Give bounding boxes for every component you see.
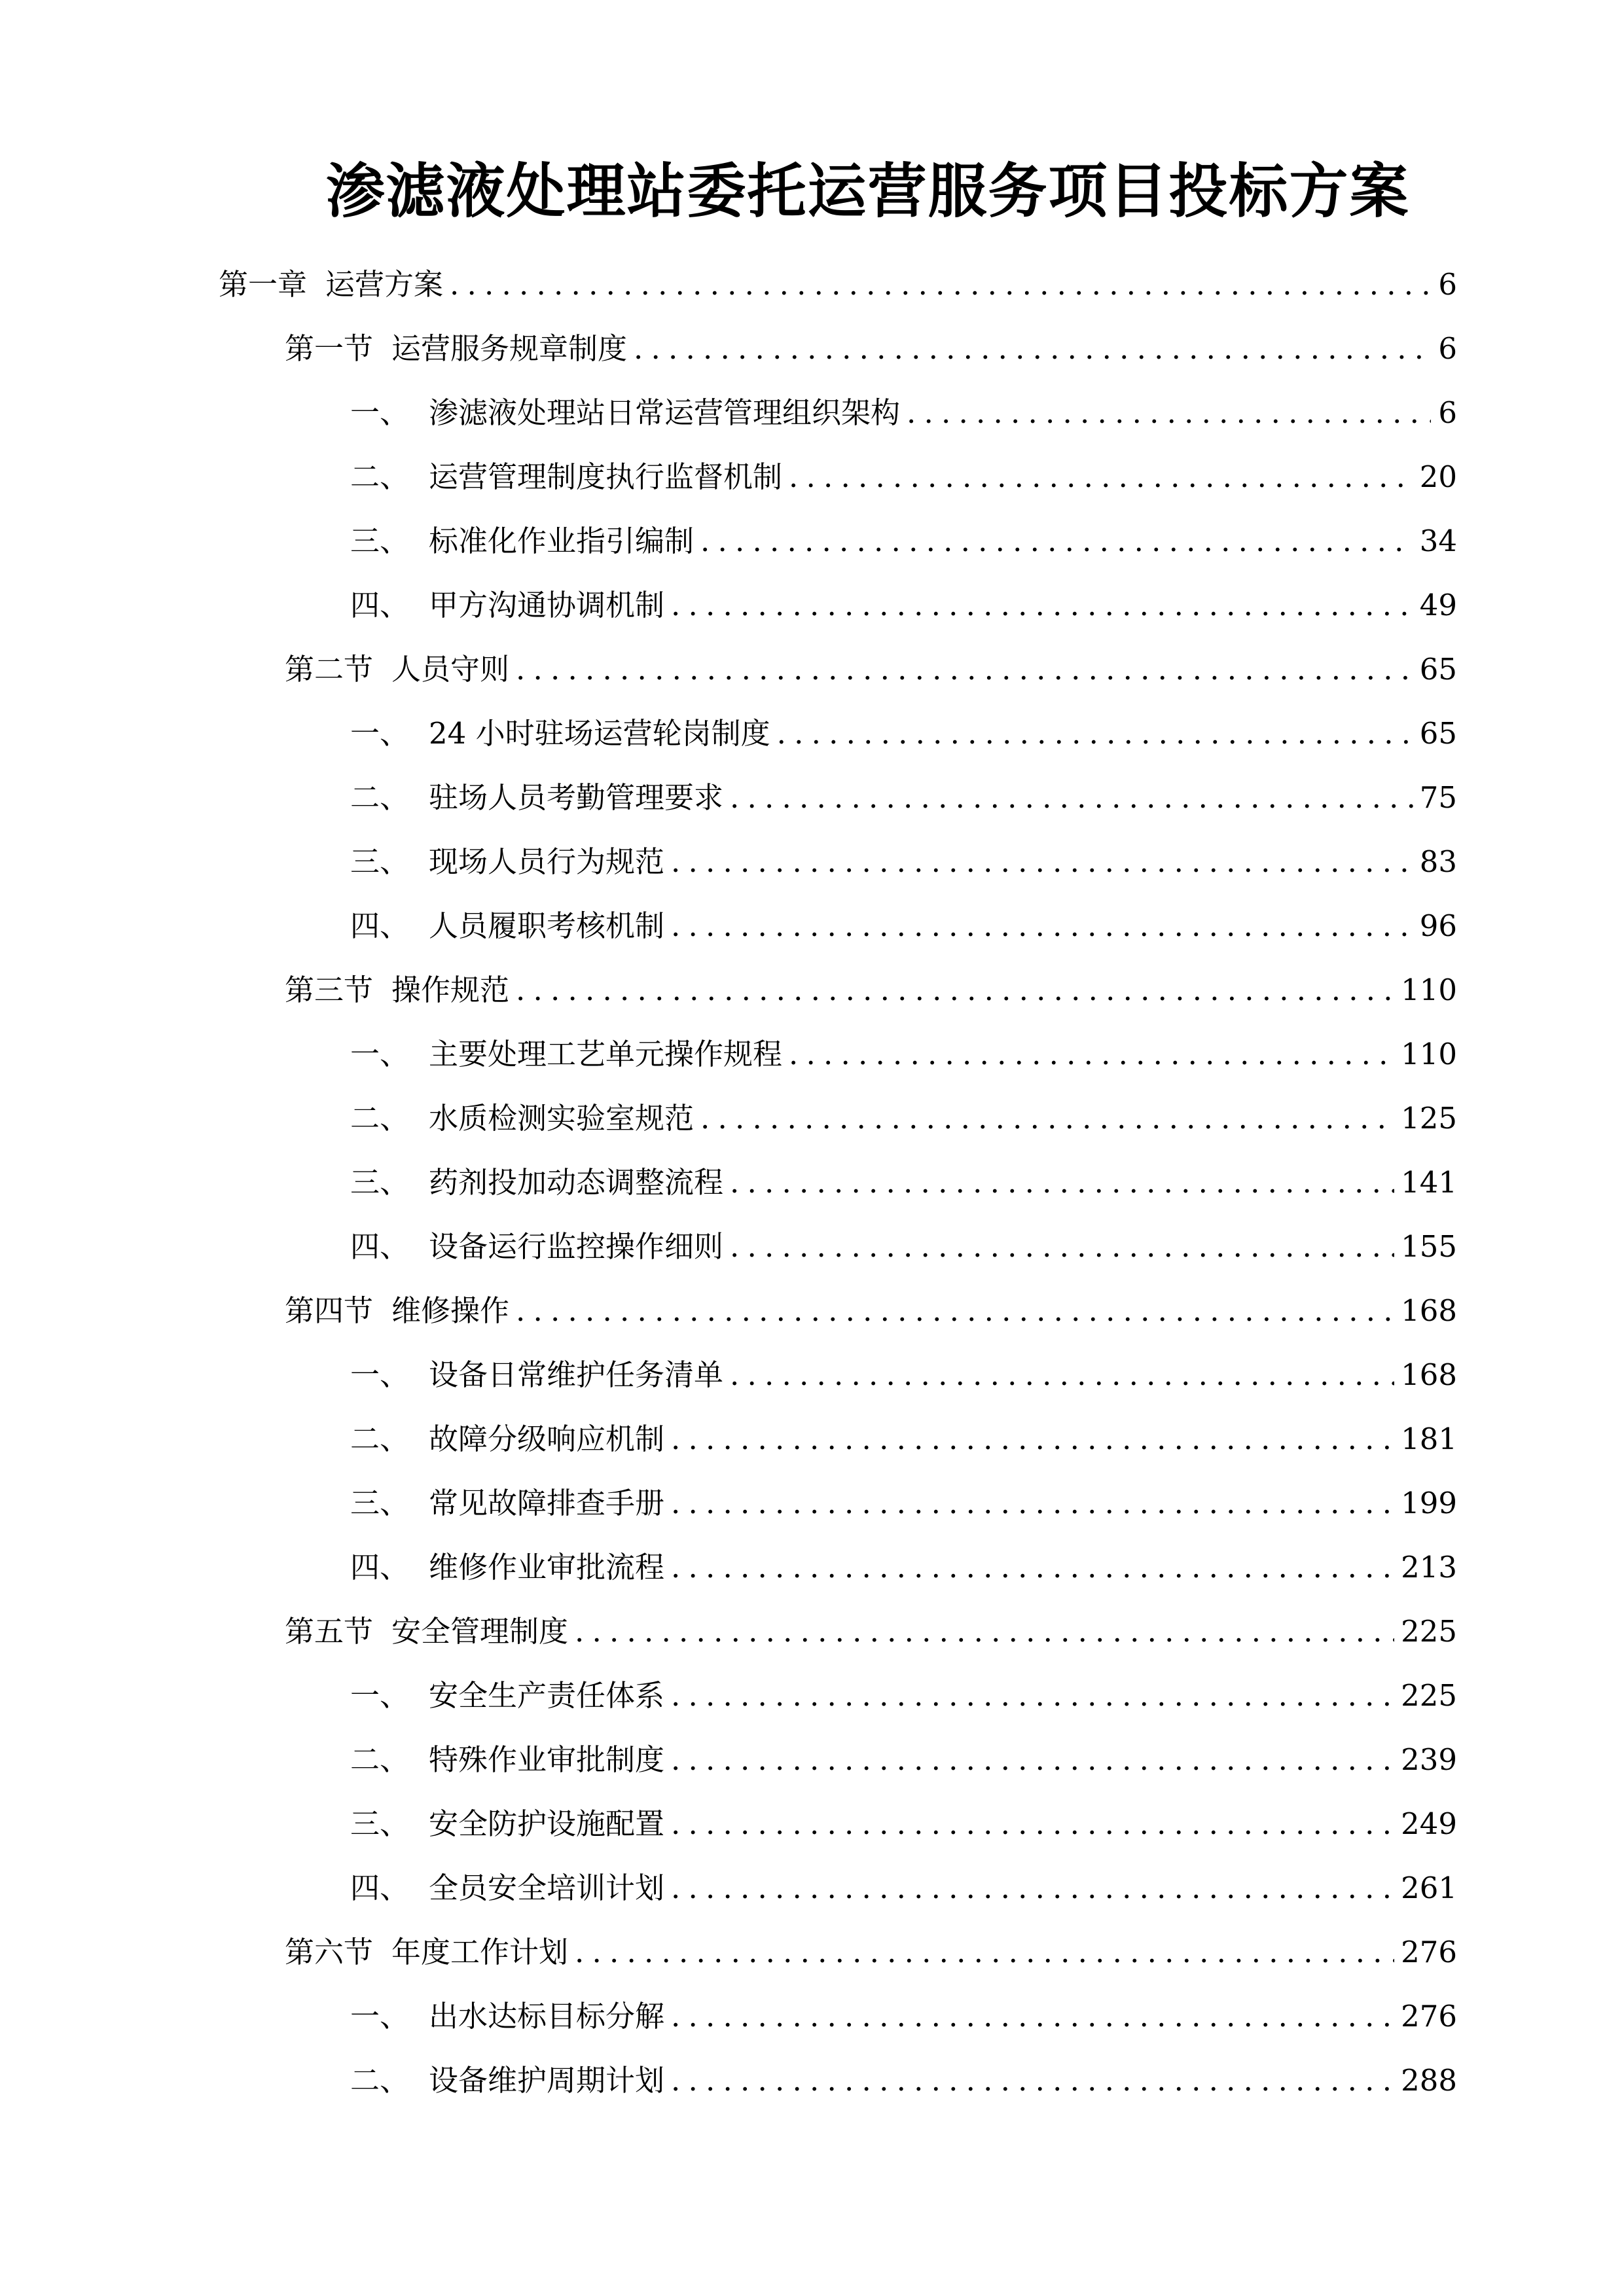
toc-entry-title: 24 小时驻场运营轮岗制度 (429, 716, 770, 751)
toc-dot-leader (730, 1160, 1394, 1206)
toc-entry-section[interactable] (285, 1929, 1457, 1975)
toc-entry-item[interactable] (350, 1224, 1457, 1270)
toc-entry-page: 125 (1401, 1101, 1457, 1136)
toc-dot-leader (700, 518, 1413, 564)
toc-entry-number: 二、 (350, 1422, 410, 1456)
toc-entry-item[interactable] (350, 583, 1457, 628)
toc-entry-page: 288 (1401, 2063, 1457, 2098)
toc-entry-number: 一、 (350, 395, 410, 430)
toc-dot-leader (516, 647, 1413, 692)
toc-entry-title: 药剂投加动态调整流程 (429, 1165, 724, 1200)
toc-entry-number: 四、 (350, 1871, 410, 1905)
toc-entry-title: 运营管理制度执行监督机制 (429, 459, 783, 494)
toc-entry-page: 168 (1401, 1357, 1457, 1392)
toc-entry-page: 96 (1419, 908, 1457, 943)
toc-entry-number: 三、 (350, 1806, 410, 1841)
toc-entry-title: 水质检测实验室规范 (429, 1101, 695, 1136)
toc-entry-item[interactable] (350, 839, 1457, 885)
toc-entry-page: 213 (1401, 1550, 1457, 1585)
toc-entry-page: 168 (1401, 1293, 1457, 1328)
toc-entry-section[interactable] (285, 1609, 1457, 1655)
toc-entry-section[interactable] (285, 967, 1457, 1013)
toc-entry-title: 设备维护周期计划 (429, 2063, 665, 2098)
toc-entry-number: 二、 (350, 780, 410, 815)
toc-entry-page: 249 (1401, 1806, 1457, 1841)
toc-dot-leader (671, 903, 1413, 949)
toc-entry-page: 239 (1401, 1742, 1457, 1777)
toc-entry-title: 现场人员行为规范 (429, 844, 665, 879)
toc-entry-number: 第五节 (285, 1614, 374, 1649)
toc-dot-leader (516, 1288, 1394, 1334)
toc-dot-leader (671, 839, 1413, 885)
toc-entry-title: 人员履职考核机制 (429, 908, 665, 943)
toc-dot-leader (634, 326, 1431, 372)
toc-entry-title: 全员安全培训计划 (429, 1871, 665, 1905)
toc-entry-title: 甲方沟通协调机制 (429, 588, 665, 622)
toc-entry-item[interactable] (350, 1160, 1457, 1206)
toc-dot-leader (671, 1673, 1394, 1719)
toc-entry-title: 设备日常维护任务清单 (429, 1357, 724, 1392)
toc-entry-title: 运营方案 (325, 267, 444, 302)
toc-entry-number: 一、 (350, 1999, 410, 2034)
toc-entry-title: 人员守则 (391, 652, 510, 687)
toc-entry-item[interactable] (350, 1994, 1457, 2039)
toc-entry-title: 驻场人员考勤管理要求 (429, 780, 724, 815)
toc-entry-item[interactable] (350, 1031, 1457, 1077)
toc-entry-number: 第一节 (285, 331, 374, 366)
toc-entry-title: 故障分级响应机制 (429, 1422, 665, 1456)
toc-entry-item[interactable] (350, 1480, 1457, 1526)
toc-entry-number: 一、 (350, 1678, 410, 1713)
toc-entry-page: 261 (1401, 1871, 1457, 1905)
toc-entry-page: 20 (1419, 459, 1457, 494)
toc-entry-title: 维修作业审批流程 (429, 1550, 665, 1585)
toc-dot-leader (671, 583, 1413, 628)
toc-entry-number: 第二节 (285, 652, 374, 687)
toc-entry-number: 四、 (350, 1229, 410, 1264)
toc-dot-leader (700, 1096, 1394, 1141)
toc-entry-title: 渗滤液处理站日常运营管理组织架构 (429, 395, 901, 430)
toc-entry-number: 第一章 (219, 267, 308, 302)
toc-entry-section[interactable] (285, 1288, 1457, 1334)
toc-entry-page: 34 (1419, 524, 1457, 558)
toc-entry-title: 特殊作业审批制度 (429, 1742, 665, 1777)
toc-entry-page: 6 (1438, 331, 1457, 366)
toc-entry-number: 四、 (350, 1550, 410, 1585)
toc-entry-number: 二、 (350, 1742, 410, 1777)
toc-entry-item[interactable] (350, 390, 1457, 436)
toc-dot-leader (671, 1865, 1394, 1911)
toc-dot-leader (777, 711, 1413, 757)
toc-entry-page: 6 (1438, 395, 1457, 430)
toc-entry-page: 65 (1419, 716, 1457, 751)
toc-entry-number: 四、 (350, 588, 410, 622)
toc-dot-leader (789, 454, 1413, 500)
toc-dot-leader (671, 1737, 1394, 1783)
toc-dot-leader (575, 1609, 1394, 1655)
toc-dot-leader (730, 775, 1413, 821)
toc-entry-page: 199 (1401, 1486, 1457, 1520)
toc-dot-leader (516, 967, 1394, 1013)
toc-entry-title: 常见故障排查手册 (429, 1486, 665, 1520)
toc-dot-leader (907, 390, 1431, 436)
toc-entry-number: 二、 (350, 2063, 410, 2098)
toc-dot-leader (575, 1929, 1394, 1975)
toc-entry-chapter[interactable] (219, 262, 1457, 308)
toc-entry-item[interactable] (350, 1801, 1457, 1847)
toc-entry-item[interactable] (350, 1416, 1457, 1462)
toc-dot-leader (671, 1416, 1394, 1462)
toc-entry-number: 二、 (350, 1101, 410, 1136)
toc-entry-page: 155 (1401, 1229, 1457, 1264)
toc-entry-page: 49 (1419, 588, 1457, 622)
toc-entry-title: 运营服务规章制度 (391, 331, 628, 366)
toc-dot-leader (730, 1224, 1394, 1270)
toc-entry-page: 225 (1401, 1614, 1457, 1649)
toc-dot-leader (671, 1801, 1394, 1847)
toc-entry-number: 四、 (350, 908, 410, 943)
toc-entry-page: 65 (1419, 652, 1457, 687)
toc-entry-item[interactable] (350, 1673, 1457, 1719)
toc-dot-leader (671, 1480, 1394, 1526)
toc-entry-title: 主要处理工艺单元操作规程 (429, 1037, 783, 1071)
toc-entry-page: 83 (1419, 844, 1457, 879)
toc-entry-page: 110 (1401, 973, 1457, 1007)
toc-entry-item[interactable] (350, 775, 1457, 821)
toc-entry-title: 出水达标目标分解 (429, 1999, 665, 2034)
toc-entry-item[interactable] (350, 903, 1457, 949)
toc-entry-item[interactable] (350, 1865, 1457, 1911)
toc-entry-page: 276 (1401, 1935, 1457, 1969)
toc-entry-title: 操作规范 (391, 973, 510, 1007)
document-title: 渗滤液处理站委托运营服务项目投标方案 (325, 156, 1410, 226)
toc-entry-page: 276 (1401, 1999, 1457, 2034)
toc-entry-number: 第三节 (285, 973, 374, 1007)
toc-entry-number: 一、 (350, 1037, 410, 1071)
toc-entry-page: 6 (1438, 267, 1457, 302)
toc-entry-title: 维修操作 (391, 1293, 510, 1328)
toc-entry-page: 141 (1401, 1165, 1457, 1200)
toc-entry-title: 年度工作计划 (391, 1935, 569, 1969)
toc-entry-page: 110 (1401, 1037, 1457, 1071)
toc-entry-number: 第六节 (285, 1935, 374, 1969)
toc-entry-section[interactable] (285, 647, 1457, 692)
toc-entry-number: 第四节 (285, 1293, 374, 1328)
toc-entry-title: 标准化作业指引编制 (429, 524, 695, 558)
toc-entry-page: 75 (1419, 780, 1457, 815)
toc-entry-section[interactable] (285, 326, 1457, 372)
toc-entry-number: 三、 (350, 844, 410, 879)
toc-entry-item[interactable] (350, 454, 1457, 500)
toc-entry-title: 安全生产责任体系 (429, 1678, 665, 1713)
toc-entry-title: 安全防护设施配置 (429, 1806, 665, 1841)
toc-entry-number: 三、 (350, 1165, 410, 1200)
toc-entry-item[interactable] (350, 1545, 1457, 1590)
toc-dot-leader (730, 1352, 1394, 1398)
toc-entry-title: 安全管理制度 (391, 1614, 569, 1649)
toc-entry-page: 225 (1401, 1678, 1457, 1713)
toc-entry-title: 设备运行监控操作细则 (429, 1229, 724, 1264)
toc-dot-leader (671, 2058, 1394, 2104)
toc-entry-number: 三、 (350, 1486, 410, 1520)
toc-dot-leader (450, 262, 1431, 308)
toc-entry-item[interactable] (350, 1352, 1457, 1398)
toc-dot-leader (671, 1545, 1394, 1590)
toc-entry-item[interactable] (350, 711, 1457, 757)
toc-entry-page: 181 (1401, 1422, 1457, 1456)
toc-entry-number: 三、 (350, 524, 410, 558)
toc-entry-item[interactable] (350, 518, 1457, 564)
toc-dot-leader (671, 1994, 1394, 2039)
toc-entry-number: 一、 (350, 716, 410, 751)
toc-entry-number: 二、 (350, 459, 410, 494)
toc-dot-leader (789, 1031, 1394, 1077)
toc-entry-item[interactable] (350, 2058, 1457, 2104)
toc-entry-item[interactable] (350, 1096, 1457, 1141)
toc-entry-number: 一、 (350, 1357, 410, 1392)
toc-entry-item[interactable] (350, 1737, 1457, 1783)
